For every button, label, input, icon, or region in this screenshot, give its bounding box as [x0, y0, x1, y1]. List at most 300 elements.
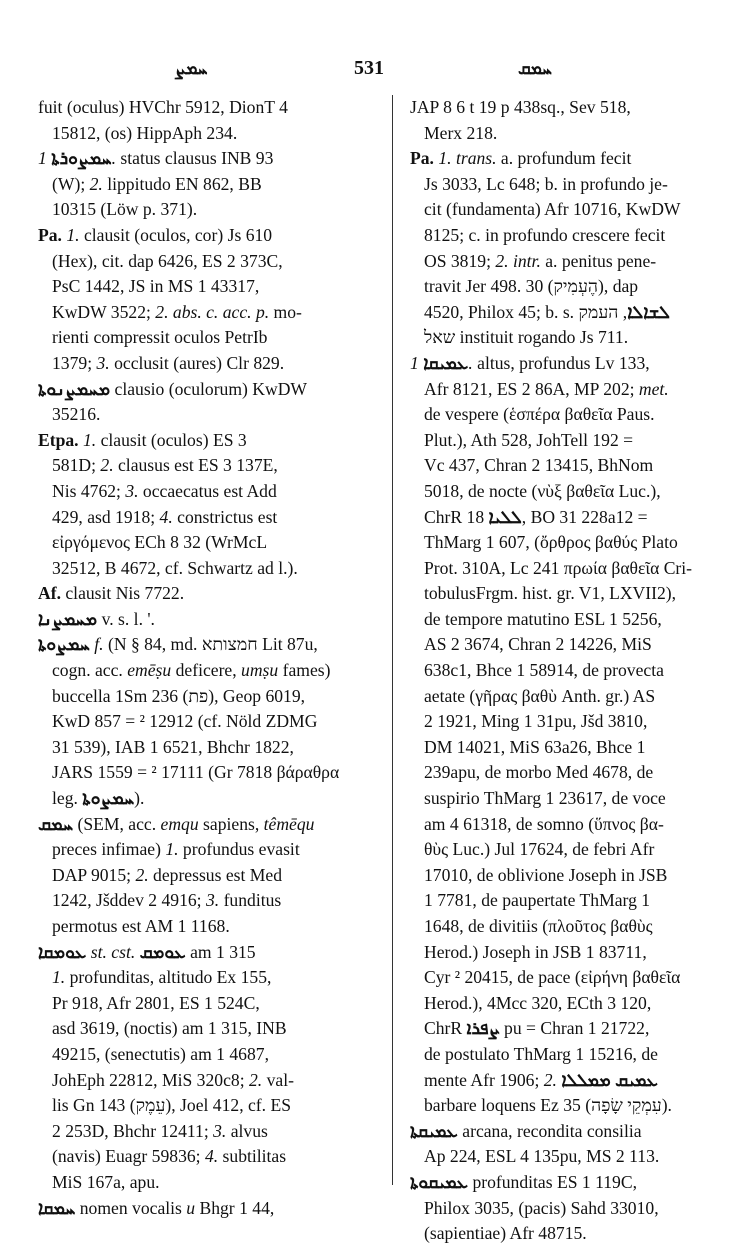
text-line [38, 1170, 373, 1196]
text-segment: (WrMcL [200, 532, 268, 553]
text-segment: v. s. l. '. [97, 608, 155, 629]
text-line [38, 888, 373, 914]
text-segment: 3. [205, 890, 220, 911]
syriac-headword: ܚܡܨܘܬܐ [38, 634, 90, 655]
text-segment: status clausus INB 9 [116, 148, 265, 169]
text-segment: emēṣu [127, 660, 172, 681]
text-segment: occlusit (aures) Clr 8 [109, 352, 263, 373]
running-header [0, 55, 750, 85]
text-segment: 5 [258, 967, 268, 988]
text-segment: 317 [228, 276, 255, 297]
text-segment: 2. [100, 455, 114, 476]
text-line [410, 735, 742, 761]
text-line [38, 1093, 373, 1119]
text-segment: 12 [615, 506, 634, 527]
text-segment: 124 [52, 890, 79, 911]
text-line [38, 530, 373, 556]
text-segment: , Philox 4 [459, 301, 528, 322]
text-segment: arcana, recondita consilia [457, 1120, 642, 1141]
text-line [410, 812, 742, 838]
syriac-headword: ܚܡܨܘܬܐ [82, 788, 135, 809]
text-segment: ChrR [424, 1018, 467, 1039]
syriac-headword: ܡܚܡܨܢܘܬܐ [38, 378, 111, 399]
text-segment: 2 253D, Bhchr 124 [52, 1120, 187, 1141]
text-segment: barbare loquens Ez 3 [424, 1095, 573, 1116]
header-right-catchword: ܚܡܩ [518, 59, 552, 78]
text-segment: 11 [606, 327, 624, 348]
text-segment: 18 [80, 992, 99, 1013]
text-line [38, 274, 373, 300]
text-segment: 1 [463, 890, 473, 911]
text-segment: , Afr 280 [98, 992, 162, 1013]
text-segment: DM 140 [424, 736, 484, 757]
text-line [410, 1068, 742, 1094]
text-segment: 1 [189, 736, 199, 757]
text-segment: 2 [111, 276, 120, 297]
text-segment: , de nocte (νὺξ βαθεῖα Luc.), [459, 480, 661, 501]
text-segment: 7 [516, 532, 526, 553]
text-line [410, 223, 742, 249]
text-segment: Plut.), Ath 52 [424, 429, 519, 450]
text-segment: , ‏העמק‏ [578, 301, 628, 322]
text-segment: , MiS 63a [500, 736, 570, 757]
text-line [410, 1144, 742, 1170]
text-segment: 1. trans. [438, 148, 497, 169]
text-segment: 581D; [52, 455, 101, 476]
syriac-headword: ܠܫܐܠܐ [627, 301, 670, 322]
text-segment: ; c. in profundo crescere fecit [459, 224, 666, 245]
text-segment: , B 467 [95, 557, 148, 578]
text-segment: , JohTell 19 [527, 429, 610, 450]
text-line [410, 581, 742, 607]
text-segment: , (pacis) Sahd 330 [509, 1197, 637, 1218]
syriac-headword: ܚܡܨܘܪܬܐ [51, 148, 112, 169]
text-segment: 16 [78, 404, 96, 425]
text-segment: , [654, 1197, 659, 1218]
text-segment: 24 [458, 1146, 477, 1167]
text-line [38, 1144, 373, 1170]
text-segment: 5 [572, 1095, 581, 1116]
text-segment: 26 [569, 736, 588, 757]
text-segment: ; [126, 864, 136, 885]
text-segment: , asd 19 [78, 506, 133, 527]
text-line [410, 1221, 742, 1247]
text-segment: , de oblivione Joseph in JSB [467, 864, 668, 885]
text-segment: Herod.), 4Mcc 3 [424, 992, 541, 1013]
text-segment: 4 [490, 634, 500, 655]
text-line [410, 1170, 742, 1196]
text-segment: 16 [614, 1043, 633, 1064]
text-line [38, 453, 373, 479]
text-segment: 14 [555, 660, 574, 681]
text-segment: , DionT 4 [220, 97, 288, 117]
text-segment: 16 [599, 199, 617, 220]
text-segment: , BhNom [588, 455, 654, 476]
text-segment: fames) [278, 660, 331, 681]
text-segment: am 4 613 [424, 813, 490, 834]
text-segment: , de somno (ὕπνος βα- [507, 813, 664, 834]
text-segment: (‏פת‏), Geop 60 [178, 685, 284, 706]
text-segment: 10 [625, 711, 643, 732]
text-segment: 4. [159, 506, 173, 527]
text-segment: 1 778 [424, 890, 464, 911]
text-segment: ; [629, 378, 639, 399]
text-segment: , Jšddev 2 49 [87, 890, 180, 911]
text-segment: 20 [540, 992, 558, 1013]
text-segment: 2. abs. c. acc. p. [155, 301, 270, 322]
text-line [410, 300, 742, 326]
text-line [38, 837, 373, 863]
text-segment: leg. [52, 788, 83, 809]
text-segment: 3. [96, 352, 110, 373]
syriac-headword: ܚܡܩ [38, 813, 74, 834]
text-segment: (N § 84, md. ‏חמצותא‏ Lit 87u, [103, 634, 318, 655]
text-segment: 12 [135, 1069, 154, 1090]
text-segment: πρωία βαθεῖα Cri- [559, 557, 693, 578]
text-segment: 8 [230, 1069, 240, 1090]
text-line [410, 1093, 742, 1119]
text-segment: Js 30 [424, 173, 460, 194]
text-segment: , de pace (εἰρήνη βαθεῖα [508, 967, 681, 988]
text-segment: de tempore matutino ESL 1 525 [424, 608, 649, 629]
text-segment: (‏עִמְקֵי שָׂפָה‏). [580, 1095, 672, 1116]
text-line [410, 172, 742, 198]
text-segment: clausio (oculorum) KwDW [110, 378, 308, 399]
text-segment: 6 [525, 1069, 535, 1090]
text-segment: clausus est ES 3 137E, [113, 455, 278, 476]
text-segment: 325 [52, 557, 79, 578]
text-line [410, 325, 742, 351]
text-segment: Merx 218. [424, 122, 498, 143]
text-segment: 5 [238, 1018, 248, 1039]
text-segment: 21 [470, 378, 489, 399]
text-segment: 4 [224, 122, 233, 143]
text-line [410, 95, 742, 121]
text-segment: pu = Chran 1 217 [499, 1018, 628, 1039]
text-segment: βάραθρα [272, 762, 340, 783]
text-segment: , [289, 736, 294, 757]
text-line [38, 658, 373, 684]
text-segment: , [267, 967, 272, 988]
text-line [410, 658, 742, 684]
syriac-headword: ܥܡܝܩܐ [423, 352, 469, 373]
text-line [410, 197, 742, 223]
text-segment: 7 [466, 455, 476, 476]
text-line [38, 1042, 373, 1068]
text-segment: 1 [161, 992, 171, 1013]
text-segment: KwD 85 [52, 711, 113, 732]
text-line [38, 325, 373, 351]
text-segment: 2 [620, 378, 630, 399]
text-segment: , JS in MS 1 43 [119, 276, 229, 297]
text-segment: Herod.) Joseph in JSB 1 837 [424, 941, 626, 962]
text-segment: (Löw p. 371). [95, 199, 198, 220]
text-segment: 1 [591, 583, 601, 604]
text-segment: 352 [52, 404, 79, 425]
text-line [410, 965, 742, 991]
text-line [410, 146, 742, 172]
text-segment: ChrR [424, 506, 467, 527]
text-segment: 4. [204, 1146, 219, 1167]
text-segment: 2 [78, 890, 88, 911]
text-segment: f. [94, 634, 104, 655]
text-segment: de vespere (ἑσπέρα βαθεῖα Paus. [424, 404, 655, 425]
text-segment: Vc 43 [424, 455, 467, 476]
text-segment: ; [146, 301, 156, 322]
stem-label: Etpa. [38, 429, 79, 450]
text-segment: funditus [219, 890, 282, 911]
text-segment: 3 [264, 148, 274, 169]
text-segment: 18 [489, 813, 508, 834]
text-segment: ; [87, 352, 97, 373]
text-line [410, 556, 742, 582]
text-segment: 18, BO 3 [466, 506, 569, 527]
text-segment: 12 [78, 557, 96, 578]
text-segment: a. profundum fecit [496, 148, 632, 169]
text-segment: 17 [585, 788, 603, 809]
text-segment: profunditas ES 1 119C, [468, 1171, 637, 1192]
syriac-headword: ܥܡܝܩ ܡܡܠܠܐ [561, 1069, 658, 1090]
text-segment: umṣu [241, 660, 279, 681]
text-segment: ; [239, 1069, 249, 1090]
text-line [38, 505, 373, 531]
text-segment: , (noctis) am 1 31 [115, 1018, 239, 1039]
text-segment: clausit (oculos) ES 3 [96, 429, 247, 450]
text-line [38, 1016, 373, 1042]
text-segment: val- [262, 1069, 294, 1090]
text-segment: 228a [577, 506, 616, 527]
text-segment: 2. [135, 864, 149, 885]
text-line [410, 505, 742, 531]
text-line [410, 351, 742, 377]
text-segment: , Chran 2 142 [499, 634, 596, 655]
text-segment: , Ming 1 31pu, Jšd 38 [472, 711, 626, 732]
text-segment: travit Jer 49 [424, 276, 509, 297]
text-segment: buccella 1Sm 2 [52, 685, 161, 706]
column-divider [392, 95, 393, 1185]
text-line [38, 632, 373, 658]
text-segment: 1 [458, 660, 467, 681]
text-segment: 8. 30 [508, 276, 544, 297]
text-segment: , Bhchr 182 [198, 736, 281, 757]
text-segment: , Bhce 1 [587, 736, 646, 757]
stem-label: Af. [38, 583, 61, 604]
text-line [38, 249, 373, 275]
text-segment: 2 [280, 736, 290, 757]
text-segment: 2 [657, 583, 666, 604]
text-line [410, 121, 742, 147]
text-line [38, 863, 373, 889]
text-segment: , [644, 1018, 650, 1039]
text-segment: , [269, 1197, 275, 1218]
text-segment: Ap 2 [424, 1146, 459, 1167]
text-segment: 15 [564, 1223, 583, 1244]
text-segment: profundus evasit [178, 839, 300, 860]
header-left-catchword: ܚܡܨ [175, 59, 208, 78]
text-segment: 8 [618, 762, 628, 783]
text-segment: de postulato ThMarg 1 152 [424, 1043, 615, 1064]
text-segment: asd 36 [52, 1018, 98, 1039]
text-segment: OS 38 [424, 250, 469, 271]
text-segment: 3. [125, 480, 139, 501]
stem-label: Pa. [38, 224, 62, 245]
text-segment: 19 [468, 250, 487, 271]
text-segment: , cf. ES [239, 1095, 291, 1116]
text-segment: 9 [69, 506, 79, 527]
text-line [38, 786, 373, 812]
text-line [410, 1042, 742, 1068]
text-segment: JAP 8 6 t 19 p 438sq., Sev 5 [410, 97, 609, 117]
text-line [410, 632, 742, 658]
text-segment: 18 [254, 762, 273, 783]
text-line [38, 607, 373, 633]
text-segment: 19 [97, 1018, 116, 1039]
text-segment: 45 [424, 301, 442, 322]
text-line [38, 428, 373, 454]
text-segment: 1031 [52, 199, 88, 220]
text-segment: ; [150, 506, 160, 527]
text-segment: 10 [636, 1197, 655, 1218]
text-line [410, 837, 742, 863]
text-segment: 19 [283, 685, 301, 706]
text-segment: , ESL 4 135pu, MS 2 11 [476, 1146, 647, 1167]
text-line [38, 300, 373, 326]
text-segment: . [582, 1223, 587, 1244]
text-segment: 137 [52, 352, 79, 373]
text-segment: 3 [636, 352, 646, 373]
text-segment: 5 [500, 1197, 510, 1218]
text-segment: Bhgr 1 4 [195, 1197, 262, 1218]
text-line [38, 684, 373, 710]
text-segment: , MiS 320c [153, 1069, 231, 1090]
text-segment: ; [196, 890, 206, 911]
text-segment: 12 [221, 1095, 240, 1116]
text-segment: , cf. Schwartz ad l.). [156, 557, 298, 578]
text-segment: (‏עֵמֶק‏), Joel 4 [125, 1095, 222, 1116]
text-line [38, 940, 373, 966]
text-line [410, 377, 742, 403]
text-segment: nomen vocalis [75, 1197, 187, 1218]
text-segment: 10 [450, 864, 468, 885]
text-segment: , [645, 352, 650, 373]
text-segment: AS 2 367 [424, 634, 491, 655]
text-segment: 15 [78, 1043, 96, 1064]
text-segment: 1. [38, 148, 117, 169]
text-segment: (cf. Nöld ZDMG [193, 711, 318, 732]
text-segment: fuit (oculus) HVChr 59 [38, 97, 203, 117]
text-segment: , de paupertate ThMarg 1 [472, 890, 651, 911]
text-segment: , [300, 685, 306, 706]
text-line [38, 479, 373, 505]
text-line [38, 121, 373, 147]
text-segment: 2. [248, 1069, 263, 1090]
text-line [38, 812, 373, 838]
text-segment: st. cst. [90, 941, 136, 962]
syriac-headword: ܚܡܩܐ [38, 1197, 76, 1218]
text-segment: . [654, 1146, 660, 1167]
text-segment: ), [665, 583, 677, 604]
text-segment: clausit Nis 77 [60, 583, 163, 604]
text-segment: lippitudo EN 8 [102, 173, 212, 194]
text-segment: 2 [147, 557, 157, 578]
text-segment: , LXVII [600, 583, 657, 604]
text-line [410, 402, 742, 428]
text-segment: profunditas, altitudo Ex 15 [65, 967, 259, 988]
right-column [410, 95, 742, 1247]
text-segment: Philox 303 [424, 1197, 501, 1218]
text-segment: 7 [112, 711, 121, 732]
text-segment: , MiS [612, 634, 652, 655]
text-segment: 25 [441, 224, 460, 245]
text-segment: 492 [52, 1043, 79, 1064]
text-line [410, 479, 742, 505]
text-segment: 8 [450, 916, 460, 936]
text-segment: 8 [216, 916, 226, 936]
text-segment: , [254, 276, 260, 297]
text-line [38, 1196, 373, 1222]
text-segment: 5 [527, 301, 536, 322]
syriac-headword: ܡܚܡܨܢܐ [38, 608, 98, 629]
text-segment: 5 [246, 941, 256, 962]
text-segment: altus, profundus Lv 13 [472, 352, 637, 373]
text-segment: têmēqu [263, 813, 315, 834]
text-segment: 170 [424, 864, 451, 885]
text-line [410, 1119, 742, 1145]
text-segment: = [633, 506, 648, 527]
text-line [38, 377, 373, 403]
text-segment: (Gr 78 [203, 762, 255, 783]
text-segment: 26 [595, 634, 613, 655]
text-segment: , de divitiis (πλοῦτος βαθὺς [459, 916, 653, 936]
text-segment: 638c [424, 660, 459, 681]
text-segment: 1. [165, 839, 179, 860]
text-segment: JARS 155 [52, 762, 124, 783]
text-segment: , INB [247, 1018, 287, 1039]
text-segment: , (senectutis) am 1 468 [95, 1043, 256, 1064]
text-segment: MiS 167a, apu. [52, 1171, 160, 1192]
text-segment: 1. [82, 429, 97, 450]
text-segment: tobulusFrgm. hist. gr. V [424, 583, 592, 604]
text-segment: ; [195, 1146, 205, 1167]
text-segment: 18 [608, 97, 627, 117]
text-line [38, 223, 373, 249]
text-segment: ThMarg 1 60 [424, 532, 517, 553]
text-segment: 2 [87, 122, 96, 143]
text-segment: 24 [545, 839, 564, 860]
text-line [38, 760, 373, 786]
text-segment: mente Afr 190 [424, 1069, 526, 1090]
text-segment: , (os) HippAph 23 [95, 122, 225, 143]
text-segment: 2. [89, 173, 103, 194]
text-line [38, 709, 373, 735]
text-segment: ; b. in profundo je- [535, 173, 668, 194]
text-segment: sapiens, [198, 813, 264, 834]
text-line [410, 940, 742, 966]
text-segment: 2 [192, 532, 201, 553]
text-segment: (W); [52, 173, 90, 194]
text-segment: Cyr ² 204 [424, 967, 491, 988]
text-segment: 11 [186, 1120, 204, 1141]
text-segment: 22 [627, 1018, 645, 1039]
text-segment: , [626, 97, 631, 117]
text-segment: mo- [269, 301, 302, 322]
text-segment: ; [486, 250, 496, 271]
text-line [38, 402, 373, 428]
text-segment: ; b. s. [535, 301, 579, 322]
text-line [38, 735, 373, 761]
text-segment: = [618, 429, 634, 450]
text-segment: u [186, 1197, 196, 1218]
